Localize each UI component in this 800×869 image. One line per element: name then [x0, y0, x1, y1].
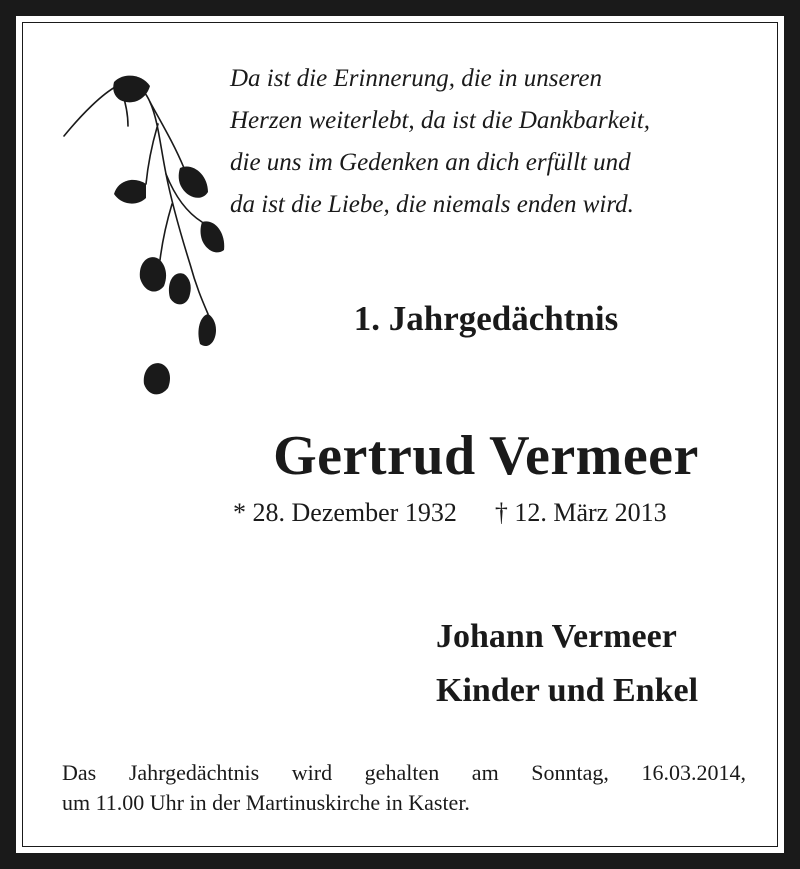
- poem-line: Herzen weiterlebt, da ist die Dankbarkeit,: [230, 107, 651, 134]
- service-notice: [62, 758, 746, 818]
- service-notice-line: um 11.00 Uhr in der Martinuskirche in Kaster.: [62, 790, 470, 815]
- poem-line: Da ist die Erinnerung, die in unseren: [230, 65, 602, 92]
- poem: [230, 58, 770, 226]
- service-notice-line: Das Jahrgedächtnis wird gehalten am Sonntag, 16.03.2014,: [62, 760, 746, 785]
- life-dates: [233, 498, 667, 528]
- deceased-name: Gertrud Vermeer: [273, 425, 699, 487]
- mourners: [436, 610, 698, 718]
- poem-line: da ist die Liebe, die niemals enden wird.: [230, 191, 634, 218]
- mourner-line: Johann Vermeer: [436, 618, 677, 655]
- poem-line: die uns im Gedenken an dich erfüllt und: [230, 149, 631, 176]
- death-date: † 12. März 2013: [494, 498, 667, 527]
- anniversary-heading: 1. Jahrgedächtnis: [353, 299, 619, 338]
- birth-date: * 28. Dezember 1932: [233, 498, 457, 527]
- notice-card: [14, 14, 786, 855]
- birch-branch-icon: [62, 64, 232, 424]
- mourner-line: Kinder und Enkel: [436, 672, 699, 709]
